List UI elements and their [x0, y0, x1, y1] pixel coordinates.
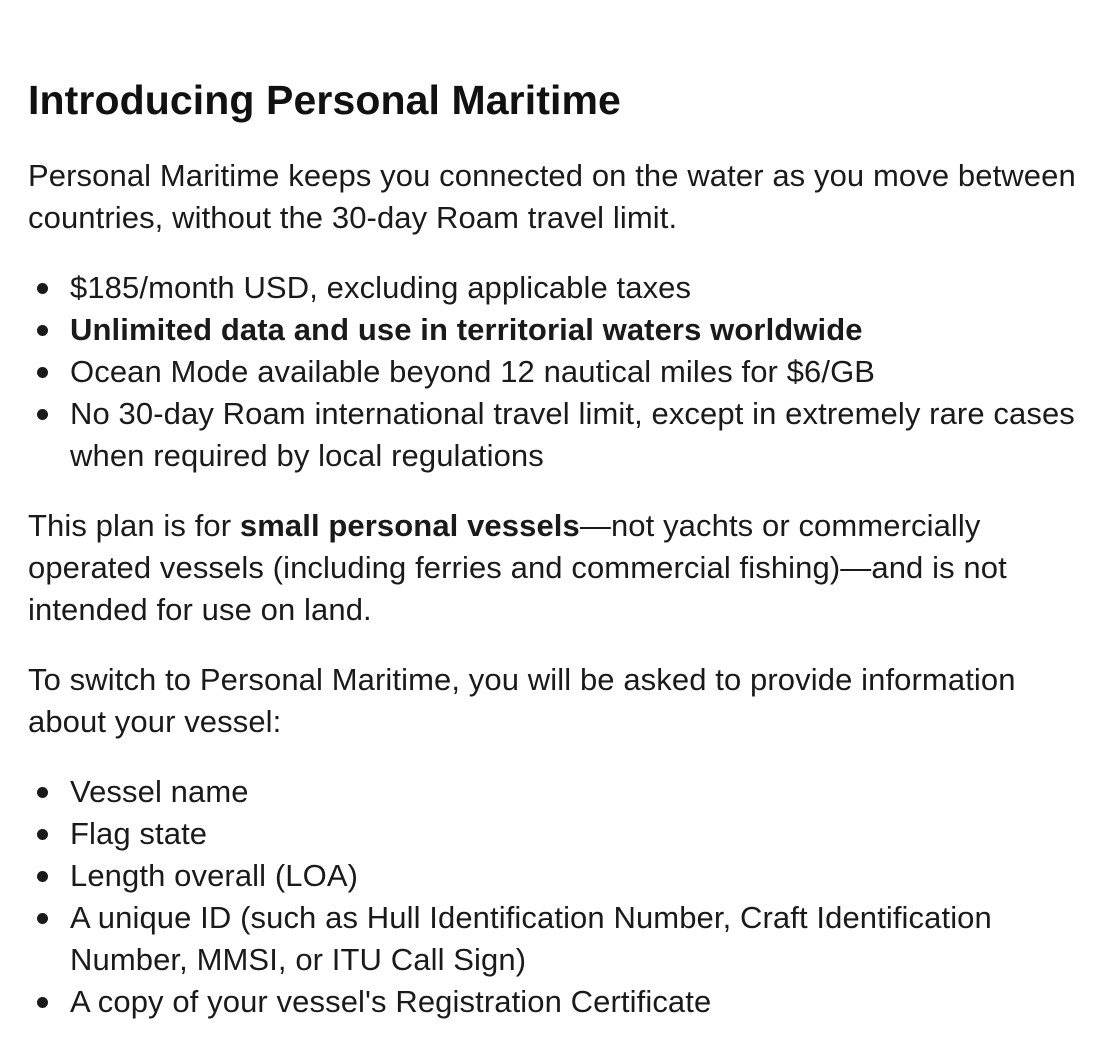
vessel-info-flag: Flag state [28, 813, 1088, 855]
eligibility-prefix: This plan is for [28, 508, 240, 543]
feature-no-travel-limit: No 30-day Roam international travel limit, except in extremely rare cases when required by local regulations [28, 393, 1088, 477]
vessel-info-list [28, 771, 1088, 1023]
page-title: Introducing Personal Maritime [28, 77, 621, 123]
eligibility-suffix: —not yachts or commercially operated vessels (including ferries and commercial fishing)—and is not intended for use on land. [28, 508, 1007, 627]
switch-paragraph: To switch to Personal Maritime, you will be asked to provide information about your vessel: [28, 662, 1016, 739]
vessel-info-certificate: A copy of your vessel's Registration Certificate [28, 981, 1088, 1023]
eligibility-bold: small personal vessels [239, 508, 580, 543]
features-list [28, 267, 1088, 477]
feature-price: $185/month USD, excluding applicable taxes [28, 267, 1088, 309]
article [28, 72, 1088, 1051]
eligibility-paragraph [28, 505, 1088, 631]
vessel-info-name: Vessel name [28, 771, 1088, 813]
vessel-info-loa: Length overall (LOA) [28, 855, 1088, 897]
feature-unlimited-data: Unlimited data and use in territorial waters worldwide [28, 309, 1088, 351]
vessel-info-unique-id: A unique ID (such as Hull Identification Number, Craft Identification Number, MMSI, or ITU Call Sign) [28, 897, 1088, 981]
intro-paragraph: Personal Maritime keeps you connected on the water as you move between countries, without the 30-day Roam travel limit. [28, 158, 1076, 235]
feature-ocean-mode: Ocean Mode available beyond 12 nautical miles for $6/GB [28, 351, 1088, 393]
